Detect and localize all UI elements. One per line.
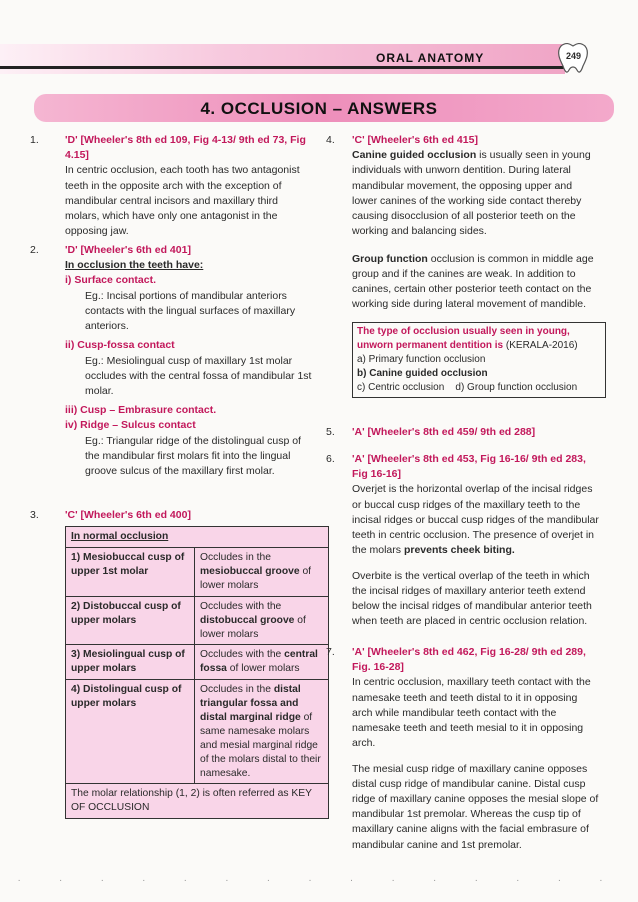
answer-text: Group function occlusion is common in middle age group and if the canines are weak. In addition to canines, certain other posterior teeth contact on the working side during lateral movement of mandible.: [352, 252, 594, 311]
table-cell: 1) Mesiobuccal cusp of upper 1st molar: [66, 548, 195, 597]
answer-4: [352, 133, 600, 398]
answer-text: Overbite is the vertical overlap of the teeth in which the incisal ridges of maxillary anterior teeth extend below the incisal ridges of mandibular anterior teeth when teeth are placed in centric occlusion relation.: [352, 569, 592, 628]
mcq-option: c) Centric occlusion d) Group function occlusion: [357, 382, 578, 394]
contact-type: iv) Ridge – Sulcus contact: [65, 419, 196, 432]
answer-text: Overjet is the horizontal overlap of the incisal ridges or buccal cusp ridges of the maxillary teeth to the incisal ridges or buccal cusp ridges of the mandibular teeth in centric occlusion. The presence of overjet in the molars prevents cheek biting.: [352, 483, 599, 557]
answer-3: [65, 508, 335, 819]
answer-number: 6.: [326, 453, 335, 465]
answer-text: In centric occlusion, each tooth has two antagonist teeth in the opposite arch with the exception of mandibular central incisors and maxillary third molars, which have only one antagonist in the opposing jaw.: [65, 164, 300, 238]
occlusion-table: [65, 526, 329, 819]
answer-5: [352, 425, 600, 440]
mcq-option: a) Primary function occlusion: [357, 354, 486, 366]
table-cell: Occludes with the distobuccal groove of lower molars: [195, 596, 329, 645]
example-text: Eg.: Triangular ridge of the distolingual cusp of the mandibular first molars fit into the lingual groove sulcus of the maxillary first molar.: [85, 434, 301, 478]
table-cell: 4) Distolingual cusp of upper molars: [66, 680, 195, 784]
answer-number: 7.: [326, 646, 335, 658]
answer-heading: In occlusion the teeth have:: [65, 259, 204, 272]
reference: 'D' [Wheeler's 8th ed 109, Fig 4-13/ 9th ed 73, Fig 4.15]: [65, 134, 306, 162]
reference: 'C' [Wheeler's 6th ed 400]: [65, 509, 191, 521]
table-footer: The molar relationship (1, 2) is often referred as KEY OF OCCLUSION: [66, 784, 329, 819]
page-speckle: . . . . . . . . . . . . . . .: [17, 873, 621, 884]
reference: 'A' [Wheeler's 8th ed 459/ 9th ed 288]: [352, 426, 536, 438]
contact-type: ii) Cusp-fossa contact: [65, 339, 175, 352]
answer-text: In centric occlusion, maxillary teeth contact with the namesake teeth and teeth distal to it in opposing arch while mandibular teeth contact with the namesake teeth and teeth mesial to it in opposing arch.: [352, 676, 591, 750]
answer-6: [352, 452, 600, 629]
reference: 'A' [Wheeler's 8th ed 453, Fig 16-16/ 9th ed 283, Fig 16-16]: [352, 453, 586, 481]
table-cell: Occludes with the central fossa of lower molars: [195, 645, 329, 680]
answer-number: 1.: [30, 134, 39, 146]
contact-type: i) Surface contact.: [65, 274, 157, 287]
table-cell: 3) Mesiolingual cusp of upper molars: [66, 645, 195, 680]
table-cell: Occludes in the mesiobuccal groove of lower molars: [195, 548, 329, 597]
chapter-title: 4. OCCLUSION – ANSWERS: [200, 99, 438, 118]
reference: 'A' [Wheeler's 8th ed 462, Fig 16-28/ 9th ed 289, Fig. 16-28]: [352, 646, 586, 674]
table-row: [66, 548, 329, 597]
running-header: ORAL ANATOMY: [376, 51, 485, 65]
mcq-option: b) Canine guided occlusion: [357, 368, 488, 380]
table-row: [66, 645, 329, 680]
table-row: [66, 680, 329, 784]
reference: 'C' [Wheeler's 6th ed 415]: [352, 134, 478, 146]
answer-7: [352, 645, 600, 853]
table-row: [66, 596, 329, 645]
answer-number: 4.: [326, 134, 335, 146]
example-text: Eg.: Mesiolingual cusp of maxillary 1st molar occludes with the central fossa of mandibular 1st molar.: [85, 354, 312, 397]
answer-number: 3.: [30, 509, 39, 521]
answer-text: Canine guided occlusion is usually seen in young individuals with unworn dentition. During lateral mandibular movement, the opposing upper and lower canines of the working side contact thereby causing disocclusion of all posterior teeth on the working and balancing sides.: [352, 149, 591, 238]
reference: 'D' [Wheeler's 6th ed 401]: [65, 244, 191, 256]
answer-number: 2.: [30, 244, 39, 256]
answer-text: The mesial cusp ridge of maxillary canine opposes distal cusp ridge of mandibular canine. Distal cusp ridge of maxillary canine opposes the mesial slope of mandibular 1st premolar. Whereas the cusp tip of maxillary canine aligns with the facial embrasure of mandibular canine and 1st premolar.: [352, 762, 599, 851]
mcq-question: The type of occlusion usually seen in young, unworn permanent dentition is (KERALA-2016): [357, 326, 578, 352]
page-number: 249: [566, 51, 582, 61]
answer-number: 5.: [326, 426, 335, 438]
example-text: Eg.: Incisal portions of mandibular anteriors contacts with the lingual surfaces of maxillary anteriors.: [85, 289, 296, 333]
mcq-box: [352, 322, 606, 398]
table-cell: 2) Distobuccal cusp of upper molars: [66, 596, 195, 645]
answer-1: [65, 133, 315, 240]
table-heading: In normal occlusion: [66, 527, 329, 548]
contact-type: iii) Cusp – Embrasure contact.: [65, 404, 217, 417]
answer-2: [65, 243, 315, 479]
table-cell: Occludes in the distal triangular fossa and distal marginal ridge of same namesake molars and mesial marginal ridge of the molars distal to their namesake.: [195, 680, 329, 784]
